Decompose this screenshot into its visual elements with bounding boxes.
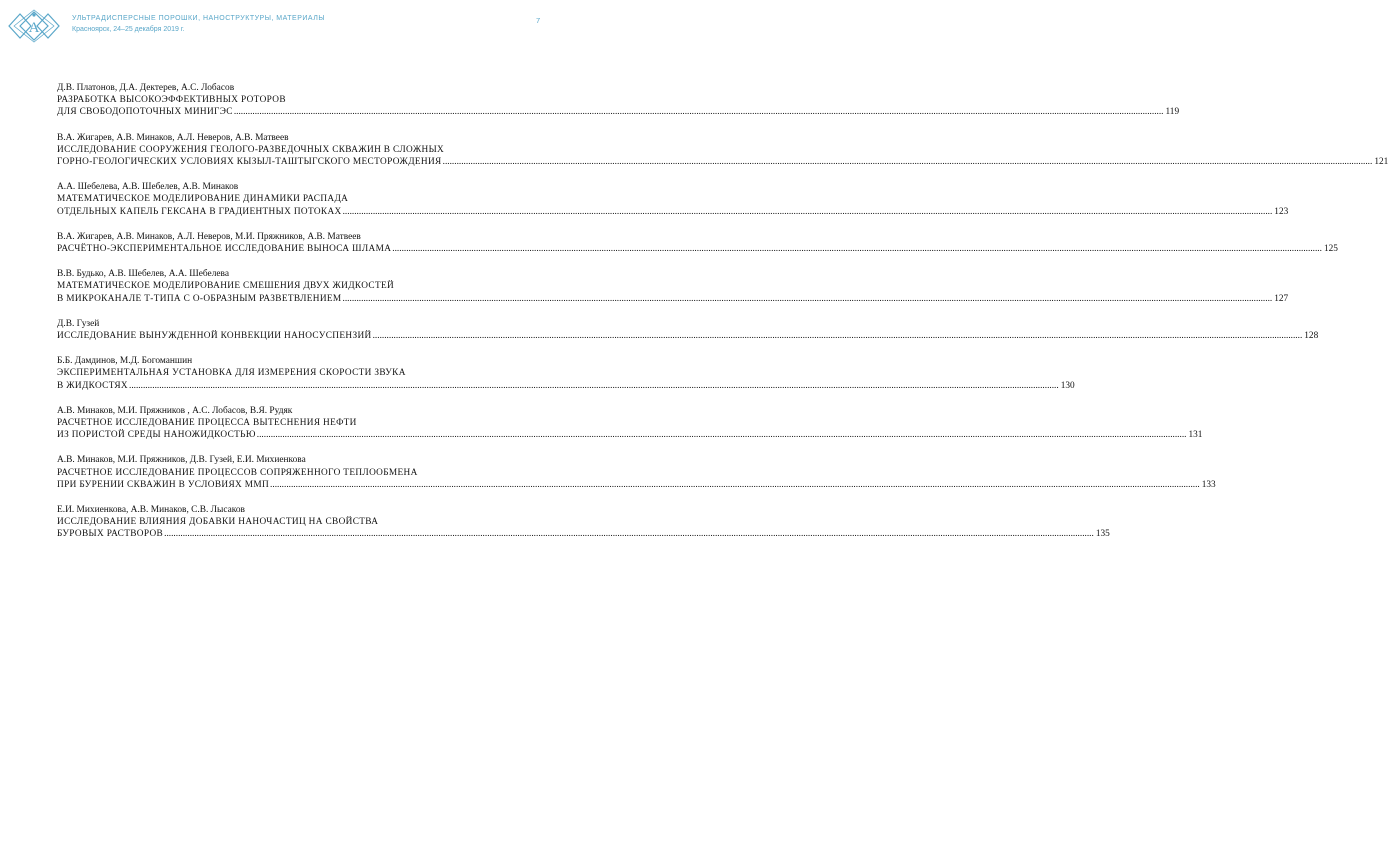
toc-entry-title-line: ИССЛЕДОВАНИЕ ВЛИЯНИЯ ДОБАВКИ НАНОЧАСТИЦ НА СВОЙСТВА [57, 517, 379, 528]
toc-entry-page-number: 123 [1274, 206, 1289, 217]
conference-place-date: Красноярск, 24–25 декабря 2019 г. [72, 26, 185, 33]
toc-entry [57, 318, 1319, 342]
toc-leader-dots: ................................................................................................................................................................................................................................................................................................................................................................................................................ [372, 331, 1303, 342]
toc-entry-page-number: 121 [1374, 157, 1388, 168]
toc-entry-page-number: 125 [1323, 244, 1338, 255]
toc-entry-title-line [57, 156, 1388, 168]
toc-entry-authors: А.В. Минаков, М.И. Пряжников, Д.В. Гузей, Е.И. Михиенкова [57, 455, 306, 466]
toc-entry-title-line: ИССЛЕДОВАНИЕ СООРУЖЕНИЯ ГЕОЛОГО-РАЗВЕДОЧНЫХ СКВАЖИН В СЛОЖНЫХ [57, 144, 445, 155]
conference-title: УЛЬТРАДИСПЕРСНЫЕ ПОРОШКИ, НАНОСТРУКТУРЫ, МАТЕРИАЛЫ [72, 15, 326, 22]
toc-entry-page-number: 119 [1165, 107, 1180, 118]
toc-entry-title-line: РАЗРАБОТКА ВЫСОКОЭФФЕКТИВНЫХ РОТОРОВ [57, 95, 286, 106]
logo-emblem-icon [6, 8, 62, 44]
toc-leader-dots: ................................................................................................................................................................................................................................................................................................................................................................................................................ [164, 529, 1094, 540]
toc-entry [57, 405, 1203, 442]
toc-leader-dots: ................................................................................................................................................................................................................................................................................................................................................................................................................ [392, 244, 1322, 255]
toc-entry-title-line [57, 380, 1075, 392]
page-number: 7 [536, 16, 541, 25]
toc-entry-title-line: МАТЕМАТИЧЕСКОЕ МОДЕЛИРОВАНИЕ ДИНАМИКИ РАСПАДА [57, 194, 349, 205]
toc-leader-dots: ................................................................................................................................................................................................................................................................................................................................................................................................................ [233, 107, 1164, 118]
toc-entry-title-text: РАСЧЁТНО-ЭКСПЕРИМЕНТАЛЬНОЕ ИССЛЕДОВАНИЕ ВЫНОСА ШЛАМА [57, 244, 392, 255]
toc-entry-authors: В.А. Жигарев, А.В. Минаков, А.Л. Неверов, А.В. Матвеев [57, 132, 289, 143]
toc-entry-title-text: ОТДЕЛЬНЫХ КАПЕЛЬ ГЕКСАНА В ГРАДИЕНТНЫХ ПОТОКАХ [57, 206, 342, 217]
toc-entry-title-text: ИССЛЕДОВАНИЕ ВЫНУЖДЕННОЙ КОНВЕКЦИИ НАНОСУСПЕНЗИЙ [57, 331, 372, 342]
toc-entry-title-line [57, 293, 1289, 305]
toc-leader-dots: ................................................................................................................................................................................................................................................................................................................................................................................................................ [256, 430, 1187, 441]
toc-entry-title-line: МАТЕМАТИЧЕСКОЕ МОДЕЛИРОВАНИЕ СМЕШЕНИЯ ДВУХ ЖИДКОСТЕЙ [57, 281, 395, 292]
toc-entry-page-number: 128 [1304, 331, 1319, 342]
toc-leader-dots: ................................................................................................................................................................................................................................................................................................................................................................................................................ [129, 380, 1059, 391]
toc-entry-title-text: ИЗ ПОРИСТОЙ СРЕДЫ НАНОЖИДКОСТЬЮ [57, 430, 256, 441]
toc-entry-authors: В.В. Будько, А.В. Шебелев, А.А. Шебелева [57, 269, 230, 280]
conference-logo [6, 8, 62, 44]
toc-entry-page-number: 135 [1095, 529, 1110, 540]
toc-entry-authors: В.А. Жигарев, А.В. Минаков, А.Л. Неверов, М.И. Пряжников, А.В. Матвеев [57, 231, 361, 242]
toc-entry-authors: Д.В. Платонов, Д.А. Дектерев, А.С. Лобасов [57, 83, 235, 93]
toc-entry-title-text: ПРИ БУРЕНИИ СКВАЖИН В УСЛОВИЯХ ММП [57, 479, 270, 490]
toc-entry-title-line [57, 243, 1338, 255]
toc-entry-title-text: В ЖИДКОСТЯХ [57, 380, 128, 391]
toc-entry [57, 268, 1289, 305]
toc-entry-authors: А.А. Шебелева, А.В. Шебелев, А.В. Минаков [57, 182, 239, 193]
toc-entry-page-number: 133 [1201, 479, 1216, 490]
toc-entry-title-line: РАСЧЕТНОЕ ИССЛЕДОВАНИЕ ПРОЦЕССА ВЫТЕСНЕНИЯ НЕФТИ [57, 418, 357, 429]
toc-entry-title-line [57, 479, 1216, 491]
toc-entry-title-text: БУРОВЫХ РАСТВОРОВ [57, 529, 164, 540]
toc-entry-title-line [57, 330, 1319, 342]
toc-entry-title-line: ЭКСПЕРИМЕНТАЛЬНАЯ УСТАНОВКА ДЛЯ ИЗМЕРЕНИЯ СКОРОСТИ ЗВУКА [57, 368, 406, 379]
toc-entry-title-line [57, 528, 1110, 540]
table-of-contents [57, 82, 1388, 554]
toc-leader-dots: ................................................................................................................................................................................................................................................................................................................................................................................................................ [270, 479, 1200, 490]
toc-entry-title-text: ГОРНО-ГЕОЛОГИЧЕСКИХ УСЛОВИЯХ КЫЗЫЛ-ТАШТЫГСКОГО МЕСТОРОЖДЕНИЯ [57, 157, 442, 168]
toc-leader-dots: ................................................................................................................................................................................................................................................................................................................................................................................................................ [442, 157, 1373, 168]
toc-entry [57, 82, 1180, 119]
toc-entry [57, 504, 1110, 541]
toc-entry-authors: Б.Б. Дамдинов, М.Д. Богоманшин [57, 356, 193, 367]
page-header [0, 0, 600, 52]
toc-entry-title-line [57, 106, 1180, 118]
toc-entry [57, 181, 1289, 218]
toc-entry-title-line: РАСЧЕТНОЕ ИССЛЕДОВАНИЕ ПРОЦЕССОВ СОПРЯЖЕННОГО ТЕПЛООБМЕНА [57, 467, 418, 478]
toc-entry [57, 231, 1338, 255]
toc-entry [57, 454, 1216, 491]
toc-entry [57, 132, 1388, 169]
toc-leader-dots: ................................................................................................................................................................................................................................................................................................................................................................................................................ [342, 293, 1273, 304]
toc-entry-authors: Д.В. Гузей [57, 318, 100, 329]
toc-entry-authors: Е.И. Михиенкова, А.В. Минаков, С.В. Лысаков [57, 505, 245, 516]
toc-entry-title-line [57, 429, 1203, 441]
toc-entry-title-line [57, 206, 1289, 218]
toc-entry-authors: А.В. Минаков, М.И. Пряжников , А.С. Лобасов, В.Я. Рудяк [57, 405, 293, 416]
toc-entry [57, 355, 1075, 392]
toc-entry-page-number: 127 [1274, 293, 1289, 304]
toc-entry-page-number: 130 [1060, 380, 1075, 391]
toc-entry-title-text: ДЛЯ СВОБОДОПОТОЧНЫХ МИНИГЭС [57, 107, 233, 118]
logo-letter: А [28, 20, 40, 36]
toc-entry-title-text: В МИКРОКАНАЛЕ Т-ТИПА С О-ОБРАЗНЫМ РАЗВЕТВЛЕНИЕМ [57, 293, 342, 304]
toc-leader-dots: ................................................................................................................................................................................................................................................................................................................................................................................................................ [342, 206, 1273, 217]
toc-entry-page-number: 131 [1188, 430, 1203, 441]
